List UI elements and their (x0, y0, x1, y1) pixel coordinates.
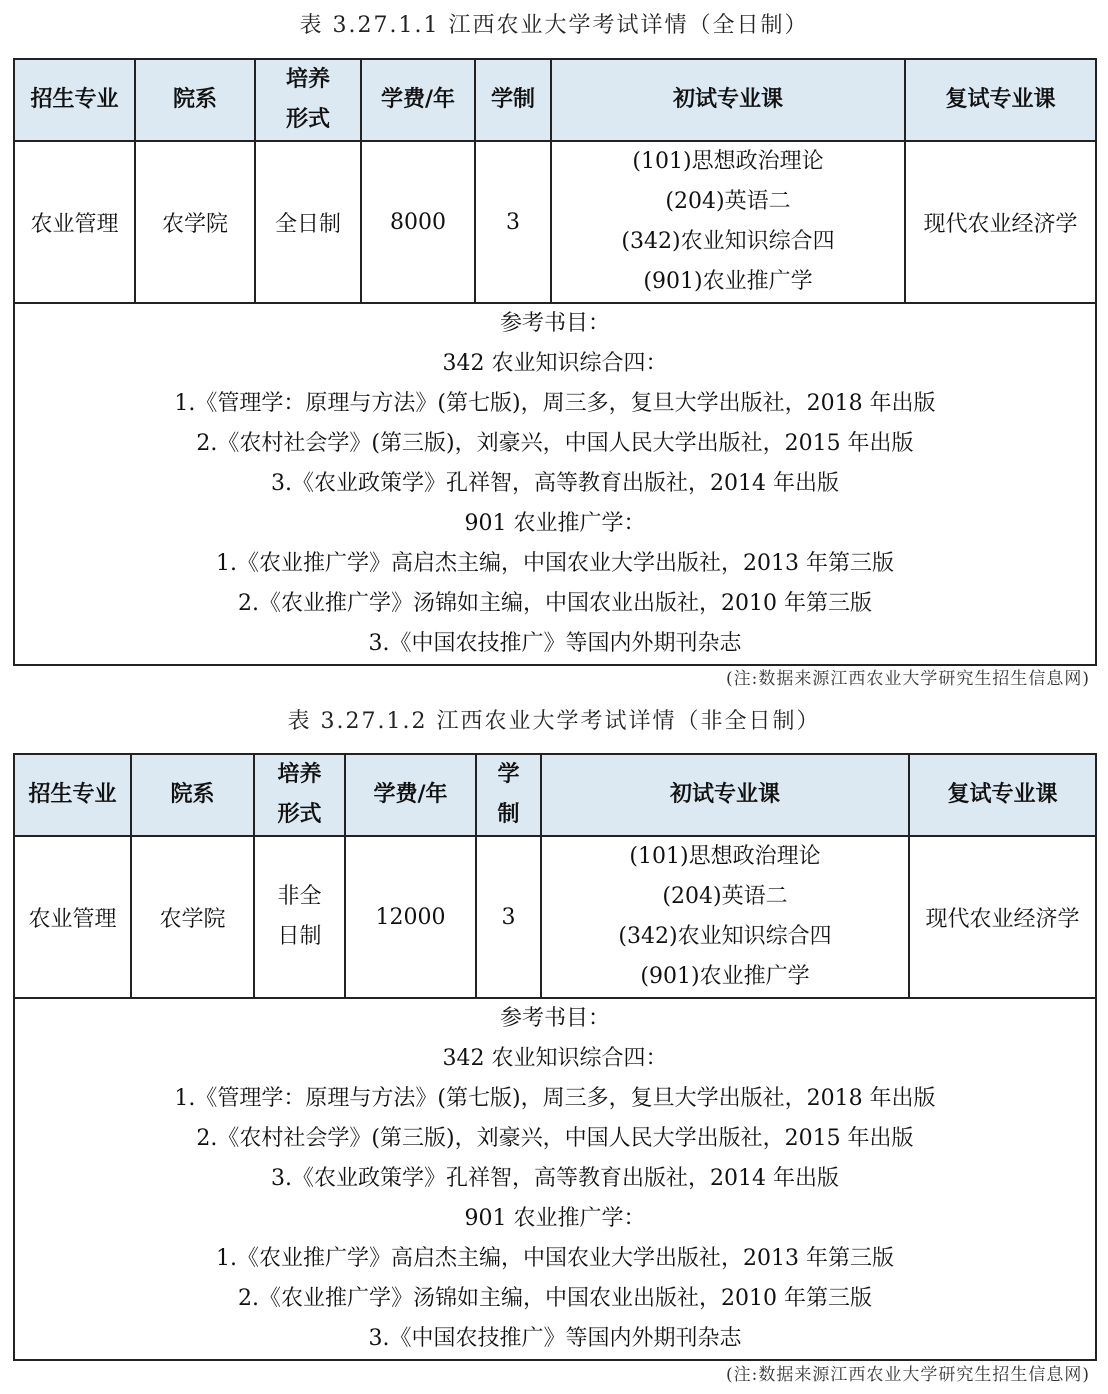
book-item: 1.《管理学：原理与方法》(第七版)，周三多，复旦大学出版社，2018 年出版 (174, 1086, 936, 1111)
header-form-line2: 形式 (285, 107, 330, 132)
cell-form (254, 836, 345, 998)
books-title: 参考书目： (499, 1006, 610, 1031)
cell-initial-courses (541, 836, 909, 998)
header-row (14, 754, 1096, 836)
book-item: 2.《农村社会学》(第三版)，刘豪兴，中国人民大学出版社，2015 年出版 (196, 1126, 914, 1151)
cell-fee: 8000 (361, 141, 475, 303)
cell-initial-courses (551, 141, 905, 303)
cell-dept: 农学院 (135, 141, 255, 303)
header-initial-courses: 初试专业课 (551, 59, 905, 141)
book-item: 1.《农业推广学》高启杰主编，中国农业大学出版社，2013 年第三版 (216, 1246, 894, 1271)
book-item: 2.《农村社会学》(第三版)，刘豪兴，中国人民大学出版社，2015 年出版 (196, 431, 914, 456)
book-item: 1.《管理学：原理与方法》(第七版)，周三多，复旦大学出版社，2018 年出版 (174, 391, 936, 416)
course-item: (901)农业推广学 (640, 964, 810, 989)
book-item: 3.《农业政策学》孔祥智，高等教育出版社，2014 年出版 (271, 471, 839, 496)
book-item: 3.《中国农技推广》等国内外期刊杂志 (368, 1326, 742, 1351)
header-form-line1: 培养 (277, 762, 322, 787)
cell-years: 3 (476, 836, 541, 998)
table-caption: 表 3.27.1.1 江西农业大学考试详情（全日制） (299, 13, 809, 38)
header-form (255, 59, 361, 141)
header-years-line1: 学 (497, 762, 520, 787)
source-note: (注:数据来源江西农业大学研究生招生信息网) (726, 669, 1090, 689)
cell-form (255, 141, 361, 303)
header-major: 招生专业 (14, 754, 131, 836)
header-retest-courses: 复试专业课 (909, 754, 1096, 836)
table-row (14, 836, 1096, 998)
exam-table-parttime (13, 753, 1097, 1361)
cell-major: 农业管理 (14, 141, 135, 303)
header-major: 招生专业 (14, 59, 135, 141)
cell-retest-course: 现代农业经济学 (909, 836, 1096, 998)
course-item: (342)农业知识综合四 (621, 229, 835, 254)
course-item: (204)英语二 (665, 189, 791, 214)
book-item: 2.《农业推广学》汤锦如主编，中国农业出版社，2010 年第三版 (238, 1286, 872, 1311)
cell-form-line2: 日制 (277, 924, 322, 949)
course-item: (901)农业推广学 (643, 269, 813, 294)
cell-major: 农业管理 (14, 836, 131, 998)
book-item: 2.《农业推广学》汤锦如主编，中国农业出版社，2010 年第三版 (238, 591, 872, 616)
cell-fee: 12000 (345, 836, 476, 998)
header-retest-courses: 复试专业课 (905, 59, 1096, 141)
cell-form-line1: 非全 (277, 884, 322, 909)
cell-dept: 农学院 (131, 836, 254, 998)
books-section: 901 农业推广学： (464, 1206, 646, 1231)
header-years (476, 754, 541, 836)
cell-years: 3 (475, 141, 551, 303)
header-years (475, 59, 551, 141)
source-note: (注:数据来源江西农业大学研究生招生信息网) (726, 1365, 1090, 1385)
reference-books (14, 998, 1096, 1360)
course-item: (101)思想政治理论 (629, 844, 821, 869)
course-item: (342)农业知识综合四 (618, 924, 832, 949)
book-item: 3.《农业政策学》孔祥智，高等教育出版社，2014 年出版 (271, 1166, 839, 1191)
cell-form-line1: 全日制 (274, 211, 341, 237)
book-item: 1.《农业推广学》高启杰主编，中国农业大学出版社，2013 年第三版 (216, 551, 894, 576)
course-item: (204)英语二 (662, 884, 788, 909)
header-years-line2: 制 (497, 802, 520, 827)
books-section: 342 农业知识综合四： (442, 351, 668, 376)
table-caption: 表 3.27.1.2 江西农业大学考试详情（非全日制） (287, 709, 821, 734)
books-title: 参考书目： (499, 311, 610, 336)
header-years-line1: 学制 (490, 87, 535, 112)
table-row (14, 141, 1096, 303)
cell-retest-course: 现代农业经济学 (905, 141, 1096, 303)
header-form-line2: 形式 (277, 802, 322, 827)
reference-books-row (14, 998, 1096, 1360)
books-section: 901 农业推广学： (464, 511, 646, 536)
reference-books-row (14, 303, 1096, 665)
header-dept: 院系 (131, 754, 254, 836)
header-initial-courses: 初试专业课 (541, 754, 909, 836)
exam-table-fulltime (13, 58, 1097, 666)
reference-books (14, 303, 1096, 665)
books-section: 342 农业知识综合四： (442, 1046, 668, 1071)
header-fee: 学费/年 (361, 59, 475, 141)
course-item: (101)思想政治理论 (632, 149, 824, 174)
header-dept: 院系 (135, 59, 255, 141)
header-form-line1: 培养 (285, 67, 330, 92)
header-fee: 学费/年 (345, 754, 476, 836)
book-item: 3.《中国农技推广》等国内外期刊杂志 (368, 631, 742, 656)
header-form (254, 754, 345, 836)
header-row (14, 59, 1096, 141)
